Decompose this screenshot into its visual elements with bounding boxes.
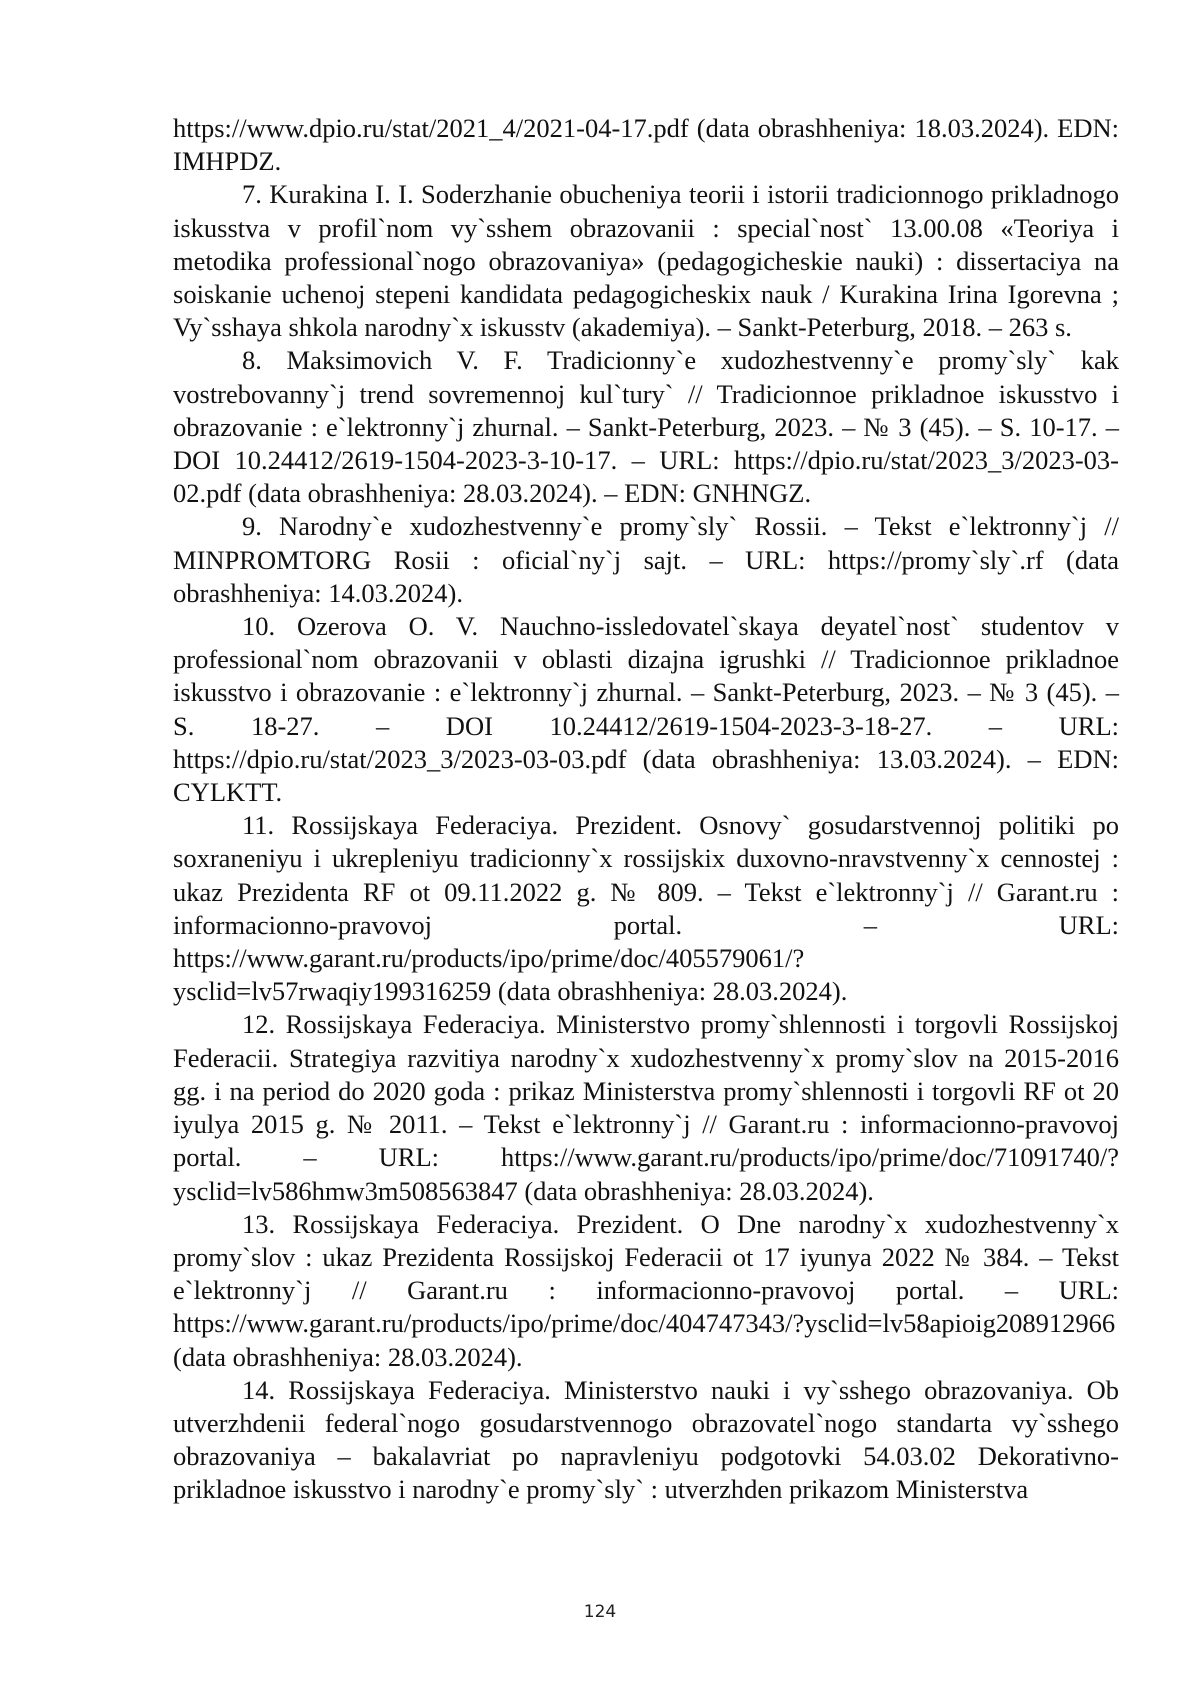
- reference-entry-12: 12. Rossijskaya Federaciya. Ministerstvo promy`shlennosti i torgovli Rossijskoj Federacii. Strategiya razvitiya narodny`x xudozhestvenny`x promy`slov na 2015-2016 gg. i na period do 2020 goda : prikaz Ministerstva promy`shlennosti i torgovli RF ot 20 iyulya 2015 g. № 2011. – Tekst e`lektronny`j // Garant.ru : informacionno-pravovoj portal. – URL: https://www.garant.ru/products/ipo/prime/doc/71091740/?ysclid=lv586hmw3m508563847 (data obrashheniya: 28.03.2024).: [173, 1009, 1119, 1206]
- reference-entry-11: 11. Rossijskaya Federaciya. Prezident. Osnovy` gosudarstvennoj politiki po soxraneniyu i ukrepleniyu tradicionny`x rossijskix duxovno-nravstvenny`x cennostej : ukaz Prezidenta RF ot 09.11.2022 g. № 809. – Tekst e`lektronny`j // Garant.ru : informacionno-pravovoj portal. – URL: https://www.garant.ru/products/ipo/prime/doc/405579061/?ysclid=lv57rwaqiy199316259 (data obrashheniya: 28.03.2024).: [173, 810, 1119, 1007]
- reference-entry-continuation: https://www.dpio.ru/stat/2021_4/2021-04-17.pdf (data obrashheniya: 18.03.2024). EDN: IMHPDZ.: [173, 113, 1119, 177]
- page-number: 124: [583, 1602, 617, 1622]
- reference-entry-10: 10. Ozerova O. V. Nauchno-issledovatel`skaya deyatel`nost` studentov v professional`nom obrazovanii v oblasti dizajna igrushki // Tradicionnoe prikladnoe iskusstvo i obrazovanie : e`lektronny`j zhurnal. – Sankt-Peterburg, 2023. – № 3 (45). – S. 18-27. – DOI 10.24412/2619-1504-2023-3-18-27. – URL: https://dpio.ru/stat/2023_3/2023-03-03.pdf (data obrashheniya: 13.03.2024). – EDN: CYLKTT.: [173, 611, 1119, 808]
- reference-entry-14: 14. Rossijskaya Federaciya. Ministerstvo nauki i vy`sshego obrazovaniya. Ob utverzhdenii federal`nogo gosudarstvennogo obrazovatel`nogo standarta vy`sshego obrazovaniya – bakalavriat po napravleniyu podgotovki 54.03.02 Dekorativno-prikladnoe iskusstvo i narodny`e promy`sly` : utverzhden prikazom Ministerstva: [173, 1374, 1119, 1505]
- reference-entry-8: 8. Maksimovich V. F. Tradicionny`e xudozhestvenny`e promy`sly` kak vostrebovanny`j trend sovremennoj kul`tury` // Tradicionnoe prikladnoe iskusstvo i obrazovanie : e`lektronny`j zhurnal. – Sankt-Peterburg, 2023. – № 3 (45). – S. 10-17. – DOI 10.24412/2619-1504-2023-3-10-17. – URL: https://dpio.ru/stat/2023_3/2023-03-02.pdf (data obrashheniya: 28.03.2024). – EDN: GNHNGZ.: [173, 345, 1119, 509]
- reference-list: [173, 112, 1119, 1507]
- reference-entry-13: 13. Rossijskaya Federaciya. Prezident. O Dne narodny`x xudozhestvenny`x promy`slov : ukaz Prezidenta Rossijskoj Federacii ot 17 iyunya 2022 № 384. – Tekst e`lektronny`j // Garant.ru : informacionno-pravovoj portal. – URL: https://www.garant.ru/products/ipo/prime/doc/404747343/?ysclid=lv58apioig208912966 (data obrashheniya: 28.03.2024).: [173, 1208, 1119, 1372]
- reference-entry-9: 9. Narodny`e xudozhestvenny`e promy`sly` Rossii. – Tekst e`lektronny`j // MINPROMTORG Rosii : oficial`ny`j sajt. – URL: https://promy`sly`.rf (data obrashheniya: 14.03.2024).: [173, 511, 1119, 608]
- reference-entry-7: 7. Kurakina I. I. Soderzhanie obucheniya teorii i istorii tradicionnogo prikladnogo iskusstva v profil`nom vy`sshem obrazovanii : special`nost` 13.00.08 «Teoriya i metodika professional`nogo obrazovaniya» (pedagogicheskie nauki) : dissertaciya na soiskanie uchenoj stepeni kandidata pedagogicheskix nauk / Kurakina Irina Igorevna ; Vy`sshaya shkola narodny`x iskusstv (akademiya). – Sankt-Peterburg, 2018. – 263 s.: [173, 179, 1119, 343]
